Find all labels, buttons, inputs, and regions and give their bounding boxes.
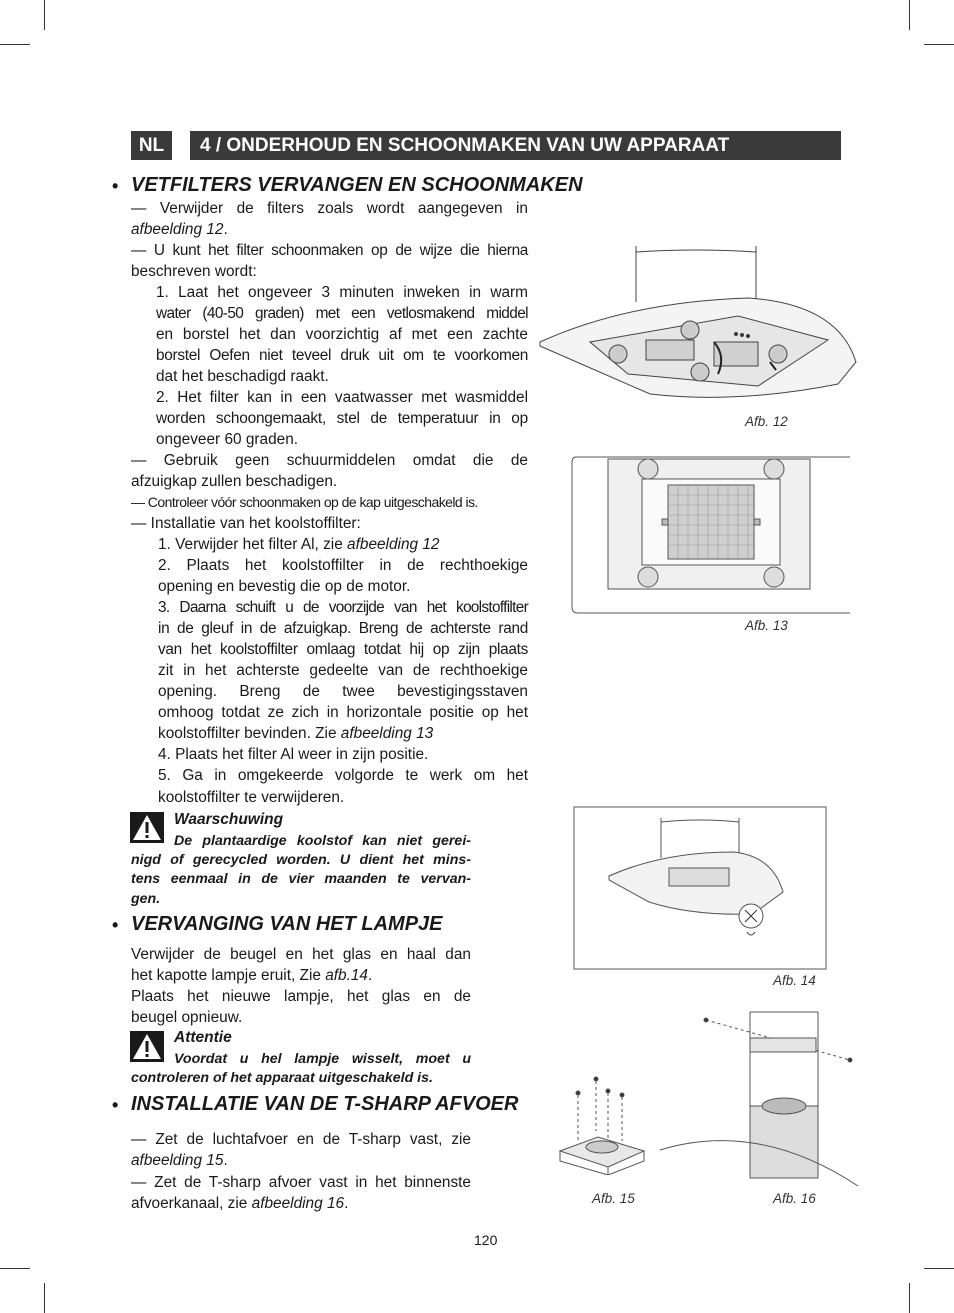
text-fragment: .	[368, 967, 373, 984]
text-line: — Installatie van het koolstoffilter:	[131, 515, 361, 532]
bullet-dot: •	[112, 1095, 119, 1115]
text-fragment: .	[223, 1152, 228, 1169]
warning-triangle-icon	[130, 812, 164, 843]
figure-12-hood-illustration	[538, 244, 860, 410]
text-line: afzuigkap zullen beschadigen.	[131, 473, 338, 490]
crop-mark	[0, 1268, 30, 1269]
text-line: 3. Daarna schuift u de voorzijde van het koolstoffilter	[158, 599, 528, 616]
text-line: borstel Oefen niet teveel druk uit om te voorkomen	[156, 347, 528, 364]
crop-mark	[44, 1283, 45, 1313]
text-line: worden schoongemaakt, stel de temperatuur in op	[156, 410, 528, 427]
text-fragment: koolstoffilter bevinden. Zie	[158, 725, 341, 742]
text-fragment: 1. Verwijder het filter Al, zie	[158, 536, 348, 553]
text-line: zit in het achterste gedeelte van de rechthoekige	[158, 662, 528, 679]
text-line	[131, 219, 228, 240]
warning-text: gen.	[131, 891, 161, 907]
text-line: omhoog totdat ze zich in horizontale positie op het	[158, 704, 528, 721]
text-line: water (40-50 graden) met een vetlosmakend middel	[156, 305, 528, 322]
text-line: opening en bevestig die op de motor.	[158, 578, 411, 595]
text-line: — Zet de luchtafvoer en de T-sharp vast, zie	[131, 1131, 471, 1148]
text-line: Plaats het nieuwe lampje, het glas en de	[131, 988, 471, 1005]
text-line: in de gleuf in de afzuigkap. Breng de achterste rand	[158, 620, 528, 637]
crop-mark	[909, 0, 910, 30]
figure-14-lamp-illustration	[573, 806, 828, 971]
text-fragment: afvoerkanaal, zie	[131, 1195, 252, 1212]
chapter-header	[190, 131, 841, 160]
warning-title: Attentie	[174, 1029, 232, 1046]
bullet-dot: •	[112, 176, 119, 196]
text-line: — Verwijder de filters zoals wordt aangegeven in	[131, 200, 528, 217]
text-line: koolstoffilter te verwijderen.	[158, 789, 345, 806]
text-line	[131, 1193, 348, 1214]
text-fragment: .	[223, 221, 228, 238]
text-line: 1. Laat het ongeveer 3 minuten inweken in warm	[156, 284, 528, 301]
figure-caption: Afb. 12	[745, 414, 788, 429]
text-line: 5. Ga in omgekeerde volgorde te werk om het	[158, 767, 528, 784]
figure-15-outlet-illustration	[558, 1075, 648, 1175]
text-line	[131, 1150, 228, 1171]
text-line: van het koolstoffilter omlaag totdat hij op zijn plaats	[158, 641, 528, 658]
section-title-lamp: VERVANGING VAN HET LAMPJE	[131, 913, 443, 935]
text-line: 2. Het filter kan in een vaatwasser met wasmiddel	[156, 389, 528, 406]
figure-ref: afb.14	[325, 967, 368, 984]
figure-ref: afbeelding 15	[131, 1152, 224, 1169]
warning-text: tens eenmaal in de vier maanden te vervan-	[131, 871, 471, 887]
page-number: 120	[474, 1232, 498, 1248]
text-line: dat het beschadigd raakt.	[156, 368, 329, 385]
warning-text: De plantaardige koolstof kan niet gerei-	[174, 833, 471, 849]
crop-mark	[909, 1283, 910, 1313]
figure-16-chimney-illustration	[658, 1010, 870, 1188]
text-line: beugel opnieuw.	[131, 1009, 243, 1026]
figure-caption: Afb. 15	[592, 1191, 635, 1206]
text-line	[131, 965, 372, 986]
chapter-title: 4 / ONDERHOUD EN SCHOONMAKEN VAN UW APPARAAT	[200, 134, 730, 156]
crop-mark	[924, 44, 954, 45]
figure-caption: Afb. 14	[773, 973, 816, 988]
crop-mark	[0, 44, 30, 45]
warning-text: nigd of gerecycled worden. U dient het mins-	[131, 852, 471, 868]
figure-ref: afbeelding 12	[131, 221, 224, 238]
figure-caption: Afb. 13	[745, 618, 788, 633]
text-fragment: .	[344, 1195, 349, 1212]
figure-caption: Afb. 16	[773, 1191, 816, 1206]
crop-mark	[924, 1268, 954, 1269]
warning-text: Voordat u hel lampje wisselt, moet u	[174, 1051, 471, 1067]
warning-title: Waarschuwing	[174, 811, 284, 828]
text-line	[158, 534, 439, 555]
bullet-dot: •	[112, 915, 119, 935]
text-line: 4. Plaats het filter Al weer in zijn positie.	[158, 746, 429, 763]
figure-ref: afbeelding 13	[340, 725, 434, 742]
language-label: NL	[138, 134, 165, 156]
text-line: — U kunt het filter schoonmaken op de wijze die hierna	[131, 242, 528, 259]
warning-triangle-icon	[130, 1031, 164, 1062]
text-fragment: het kapotte lampje eruit, Zie	[131, 967, 326, 984]
warning-text: controleren of het apparaat uitgeschakeld is.	[131, 1070, 433, 1086]
text-line: en borstel het dan voorzichtig af met een zachte	[156, 326, 528, 343]
figure-13-filter-illustration	[570, 455, 852, 615]
text-line: opening. Breng de twee bevestigingsstaven	[158, 683, 528, 700]
text-line: — Controleer vóór schoonmaken op de kap uitgeschakeld is.	[131, 494, 478, 510]
text-line: 2. Plaats het koolstoffilter in de rechthoekige	[158, 557, 528, 574]
text-line: Verwijder de beugel en het glas en haal dan	[131, 946, 471, 963]
text-line	[158, 723, 433, 744]
text-line: beschreven wordt:	[131, 263, 257, 280]
text-line: ongeveer 60 graden.	[156, 431, 299, 448]
text-line: — Gebruik geen schuurmiddelen omdat die de	[131, 452, 528, 469]
figure-ref: afbeelding 16	[251, 1195, 345, 1212]
section-title-filters: VETFILTERS VERVANGEN EN SCHOONMAKEN	[131, 174, 583, 196]
section-title-tsharp: INSTALLATIE VAN DE T-SHARP AFVOER	[131, 1093, 519, 1115]
figure-ref: afbeelding 12	[347, 536, 440, 553]
text-line: — Zet de T-sharp afvoer vast in het binnenste	[131, 1174, 471, 1191]
language-tag	[131, 131, 172, 160]
crop-mark	[44, 0, 45, 30]
